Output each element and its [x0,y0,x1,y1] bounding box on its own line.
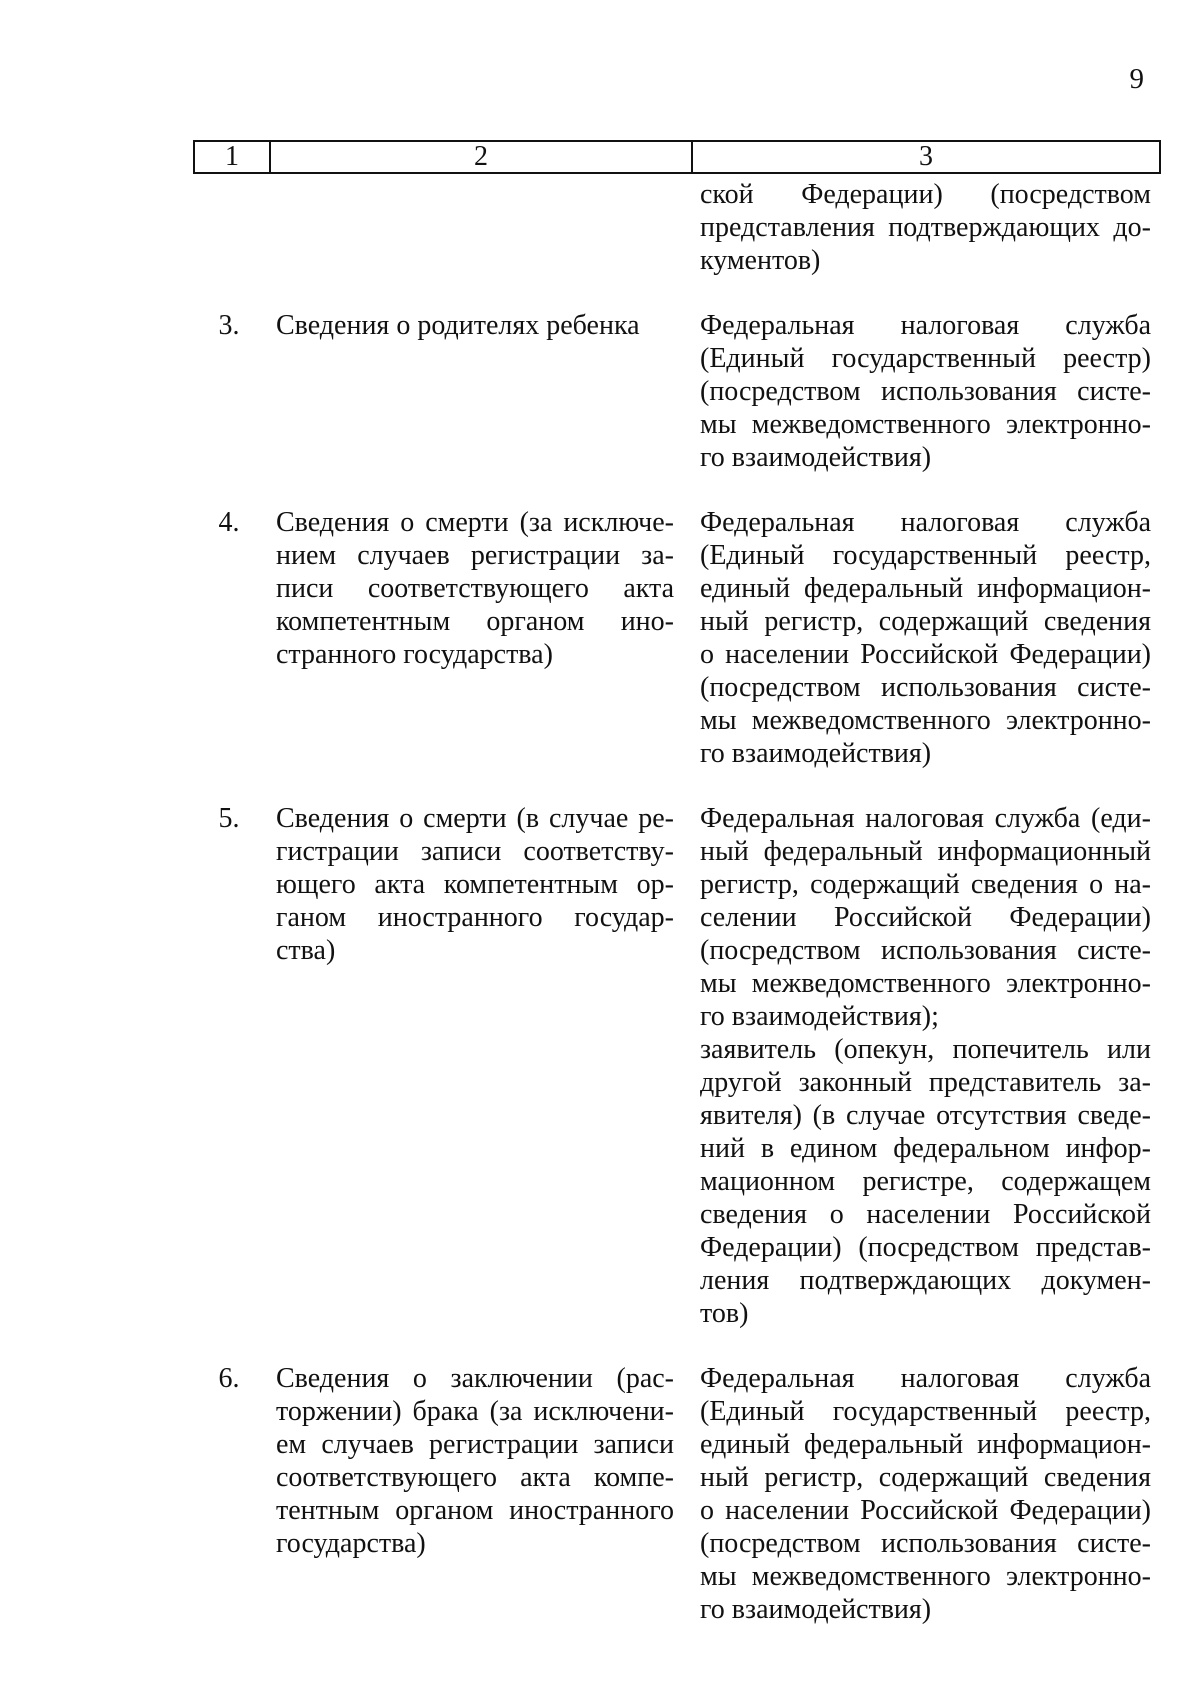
info-name-cell [276,1362,674,1626]
text-line: кументов) [700,245,821,276]
info-source-cell [700,1362,1151,1626]
text-line: ления подтверждающих докумен- [700,1265,1151,1296]
text-line: го взаимодействия) [700,1594,932,1625]
text-line: Федерации) (посредством представ- [700,1232,1151,1263]
row-number: 6. [218,1363,240,1394]
text-line: ской Федерации) (посредством [700,179,1151,210]
text-line: сведения о населении Российской [700,1199,1151,1230]
text-line: го взаимодействия) [700,442,932,473]
text-line: тентным органом иностранного [276,1495,674,1526]
text-line: мы межведомственного электронно- [700,705,1151,736]
table-row [193,1362,1161,1626]
info-name-cell [276,802,674,1330]
table-header [193,140,1161,174]
text-line: (посредством использования систе- [700,935,1151,966]
text-line: Сведения о родителях ребенка [276,310,640,341]
text-line: (посредством использования систе- [700,672,1151,703]
text-line: торжении) брака (за исключени- [276,1396,674,1427]
text-line: гистрации записи соответству- [276,836,674,867]
text-line: единый федеральный информацион- [700,573,1151,604]
text-line: ем случаев регистрации записи [276,1429,674,1460]
text-line: мы межведомственного электронно- [700,409,1151,440]
text-line: Федеральная налоговая служба [700,1363,1151,1394]
table-row [193,802,1161,1330]
text-line: нием случаев регистрации за- [276,540,674,571]
text-line: регистр, содержащий сведения о на- [700,869,1151,900]
text-line: ный федеральный информационный [700,836,1151,867]
text-line: Сведения о заключении (рас- [276,1363,674,1394]
text-line: Федеральная налоговая служба (еди- [700,803,1151,834]
text-line: Федеральная налоговая служба [700,310,1151,341]
text-line: тов) [700,1298,749,1329]
page-number: 9 [1129,63,1144,95]
text-line: государства) [276,1528,426,1559]
text-line: явителя) (в случае отсутствия сведе- [700,1100,1151,1131]
info-source-cell [700,802,1151,1330]
text-line: другой законный представитель за- [700,1067,1151,1098]
row-number [193,178,267,277]
info-source-cell [700,506,1151,770]
text-line: компетентным органом ино- [276,606,674,637]
text-line: ный регистр, содержащий сведения [700,1462,1151,1493]
info-source-cell [700,309,1151,474]
row-number: 5. [218,803,240,834]
table-row [193,309,1161,474]
table-row [193,506,1161,770]
info-name-cell [276,309,674,474]
row-number: 4. [218,507,240,538]
table-body [193,178,1161,1626]
table-row [193,178,1161,277]
text-line: (посредством использования систе- [700,376,1151,407]
text-line: писи соответствующего акта [276,573,674,604]
text-line: соответствующего акта компе- [276,1462,674,1493]
text-line: о населении Российской Федерации) [700,639,1151,670]
text-line: го взаимодействия); [700,1001,939,1032]
text-line: (посредством использования систе- [700,1528,1151,1559]
text-line: о населении Российской Федерации) [700,1495,1151,1526]
info-name-cell [276,178,674,277]
text-line: (Единый государственный реестр, [700,540,1151,571]
text-line: заявитель (опекун, попечитель или [700,1034,1151,1065]
text-line: мы межведомственного электронно- [700,968,1151,999]
info-name-cell [276,506,674,770]
row-number: 3. [218,310,240,341]
text-line: представления подтверждающих до- [700,212,1151,243]
text-line: мационном регистре, содержащем [700,1166,1151,1197]
text-line: (Единый государственный реестр) [700,343,1151,374]
info-source-cell [700,178,1151,277]
header-cell-1: 1 [195,142,271,172]
header-cell-2: 2 [271,142,693,172]
text-line: ства) [276,935,336,966]
text-line: ный регистр, содержащий сведения [700,606,1151,637]
text-line: Сведения о смерти (в случае ре- [276,803,674,834]
text-line: селении Российской Федерации) [700,902,1151,933]
text-line: мы межведомственного электронно- [700,1561,1151,1592]
text-line: странного государства) [276,639,553,670]
text-line: ющего акта компетентным ор- [276,869,674,900]
text-line: Сведения о смерти (за исключе- [276,507,674,538]
text-line: единый федеральный информацион- [700,1429,1151,1460]
text-line: (Единый государственный реестр, [700,1396,1151,1427]
text-line: ганом иностранного государ- [276,902,674,933]
text-line: го взаимодействия) [700,738,932,769]
text-line: ний в едином федеральном инфор- [700,1133,1151,1164]
header-cell-3: 3 [919,141,933,172]
text-line: Федеральная налоговая служба [700,507,1151,538]
